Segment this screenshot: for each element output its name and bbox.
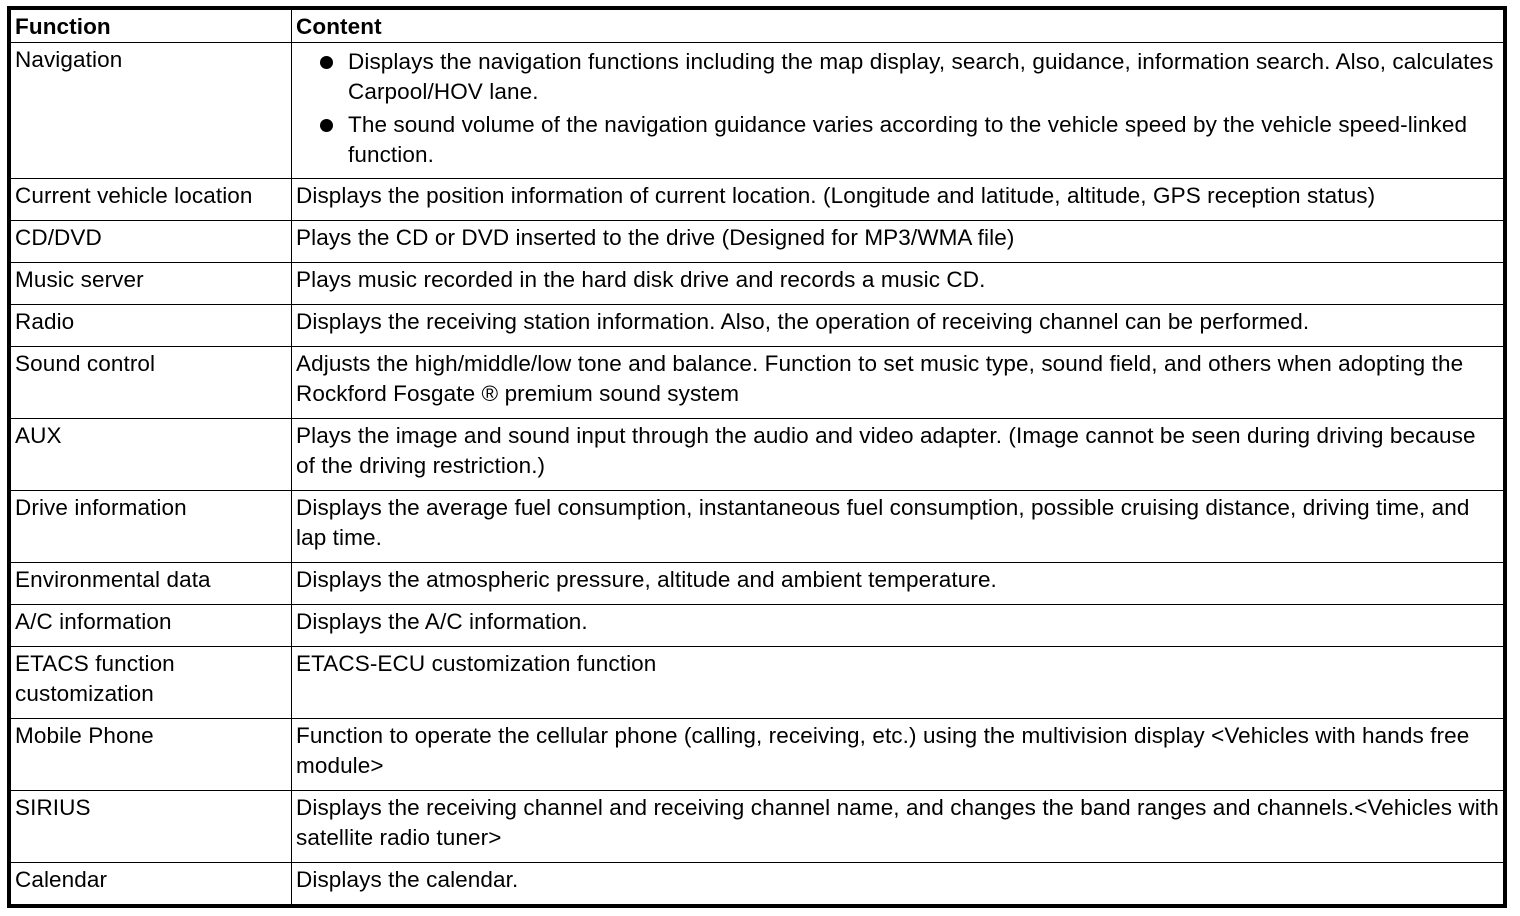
table-row <box>11 719 1504 791</box>
content-cell: Displays the atmospheric pressure, altitude and ambient temperature. <box>292 563 1504 605</box>
table-row <box>11 491 1504 563</box>
table-row <box>11 263 1504 305</box>
content-cell: ETACS-ECU customization function <box>292 647 1504 719</box>
function-cell: SIRIUS <box>11 791 292 863</box>
function-cell: Current vehicle location <box>11 179 292 221</box>
function-table-frame <box>7 6 1507 908</box>
function-cell: CD/DVD <box>11 221 292 263</box>
function-cell: Calendar <box>11 863 292 905</box>
bullet-item: The sound volume of the navigation guidance varies according to the vehicle speed by the vehicle speed-linked function. <box>348 110 1499 170</box>
function-cell: Mobile Phone <box>11 719 292 791</box>
function-cell: Sound control <box>11 347 292 419</box>
table-row <box>11 791 1504 863</box>
bullet-item: Displays the navigation functions including the map display, search, guidance, information search. Also, calculates Carpool/HOV lane. <box>348 47 1499 107</box>
function-cell: Navigation <box>11 43 292 179</box>
function-table <box>10 9 1504 905</box>
table-row <box>11 305 1504 347</box>
content-cell: Displays the position information of current location. (Longitude and latitude, altitude, GPS reception status) <box>292 179 1504 221</box>
table-row <box>11 605 1504 647</box>
content-cell: Displays the A/C information. <box>292 605 1504 647</box>
table-row <box>11 863 1504 905</box>
table-row <box>11 179 1504 221</box>
content-cell: Plays the CD or DVD inserted to the drive (Designed for MP3/WMA file) <box>292 221 1504 263</box>
function-cell: A/C information <box>11 605 292 647</box>
function-cell: Environmental data <box>11 563 292 605</box>
function-cell: Drive information <box>11 491 292 563</box>
table-row <box>11 43 1504 179</box>
content-cell: Adjusts the high/middle/low tone and balance. Function to set music type, sound field, and others when adopting the Rockford Fosgate ® premium sound system <box>292 347 1504 419</box>
table-row <box>11 419 1504 491</box>
header-function: Function <box>11 10 292 43</box>
function-cell: ETACS function customization <box>11 647 292 719</box>
content-cell: Plays the image and sound input through the audio and video adapter. (Image cannot be seen during driving because of the driving restriction.) <box>292 419 1504 491</box>
table-row <box>11 221 1504 263</box>
content-cell <box>292 43 1504 179</box>
content-cell: Function to operate the cellular phone (calling, receiving, etc.) using the multivision display <Vehicles with hands free module> <box>292 719 1504 791</box>
content-cell: Displays the receiving station information. Also, the operation of receiving channel can be performed. <box>292 305 1504 347</box>
function-cell: Music server <box>11 263 292 305</box>
table-row <box>11 647 1504 719</box>
content-cell: Plays music recorded in the hard disk drive and records a music CD. <box>292 263 1504 305</box>
table-header-row <box>11 10 1504 43</box>
function-cell: Radio <box>11 305 292 347</box>
table-row <box>11 563 1504 605</box>
content-cell: Displays the calendar. <box>292 863 1504 905</box>
content-cell: Displays the average fuel consumption, instantaneous fuel consumption, possible cruising distance, driving time, and lap time. <box>292 491 1504 563</box>
header-content: Content <box>292 10 1504 43</box>
function-cell: AUX <box>11 419 292 491</box>
content-cell: Displays the receiving channel and receiving channel name, and changes the band ranges and channels.<Vehicles with satellite radio tuner> <box>292 791 1504 863</box>
bullet-list <box>296 45 1499 170</box>
table-row <box>11 347 1504 419</box>
